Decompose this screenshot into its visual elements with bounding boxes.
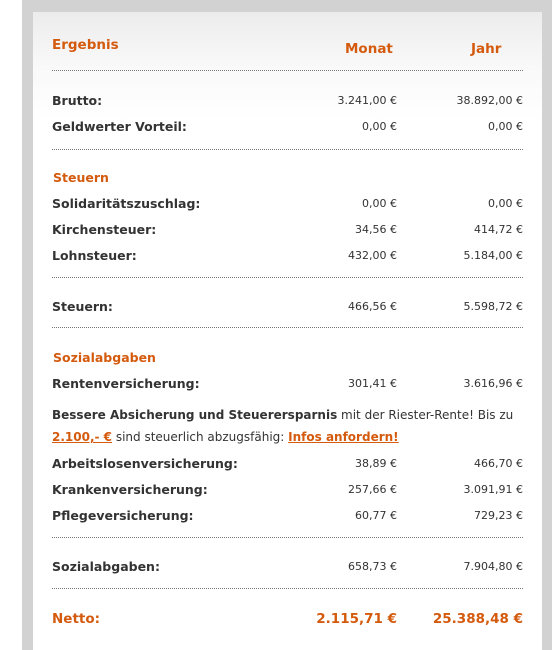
- row-label: Brutto:: [52, 93, 103, 108]
- row-label: Rentenversicherung:: [52, 376, 200, 391]
- row-month-value: 466,56 €: [348, 300, 397, 313]
- column-header-month: Monat: [345, 41, 393, 57]
- row-geldwerter-vorteil: [52, 119, 523, 139]
- row-label: Lohnsteuer:: [52, 248, 137, 263]
- row-month-value: 38,89 €: [355, 457, 397, 470]
- row-year-value: 729,23 €: [474, 509, 523, 522]
- row-year-value: 5.598,72 €: [463, 300, 523, 313]
- row-sozialabgaben-total: [52, 559, 523, 579]
- row-label: Arbeitslosenversicherung:: [52, 456, 238, 471]
- row-year-value: 7.904,80 €: [463, 560, 523, 573]
- divider: [52, 327, 523, 328]
- row-year-value: 3.616,96 €: [463, 377, 523, 390]
- row-solidaritaetszuschlag: [52, 196, 523, 216]
- amount-link[interactable]: 2.100,- €: [52, 430, 113, 444]
- divider: [52, 588, 523, 589]
- row-year-value: 466,70 €: [474, 457, 523, 470]
- section-title-steuern: Steuern: [53, 170, 109, 185]
- row-month-value: 60,77 €: [355, 509, 397, 522]
- row-label: Pflegeversicherung:: [52, 508, 194, 523]
- row-label: Geldwerter Vorteil:: [52, 119, 187, 134]
- row-month-value: 301,41 €: [348, 377, 397, 390]
- row-month-value: 0,00 €: [362, 197, 397, 210]
- infos-anfordern-link[interactable]: Infos anfordern!: [288, 430, 399, 444]
- row-year-value: 414,72 €: [474, 223, 523, 236]
- row-year-value: 38.892,00 €: [456, 94, 523, 107]
- riester-promo: [52, 404, 522, 448]
- row-arbeitslosenversicherung: [52, 456, 523, 476]
- row-month-value: 3.241,00 €: [337, 94, 397, 107]
- row-brutto: [52, 93, 523, 113]
- netto-year-value: 25.388,48 €: [432, 611, 523, 627]
- row-year-value: 0,00 €: [488, 120, 523, 133]
- row-month-value: 0,00 €: [362, 120, 397, 133]
- column-header-year: Jahr: [471, 41, 502, 57]
- promo-bold-text: Bessere Absicherung und Steuerersparnis: [52, 408, 338, 422]
- row-label: Sozialabgaben:: [52, 559, 160, 574]
- promo-text: mit der Riester-Rente! Bis zu: [337, 408, 514, 422]
- row-lohnsteuer: [52, 248, 523, 268]
- row-year-value: 5.184,00 €: [463, 249, 523, 262]
- row-label: Solidaritätszuschlag:: [52, 196, 201, 211]
- row-year-value: 0,00 €: [488, 197, 523, 210]
- section-title-sozialabgaben: Sozialabgaben: [53, 350, 156, 365]
- divider: [52, 277, 523, 278]
- row-month-value: 257,66 €: [348, 483, 397, 496]
- promo-text: sind steuerlich abzugsfähig:: [112, 430, 289, 444]
- row-year-value: 3.091,91 €: [463, 483, 523, 496]
- divider: [52, 537, 523, 538]
- row-month-value: 432,00 €: [348, 249, 397, 262]
- netto-month-value: 2.115,71 €: [316, 611, 397, 627]
- row-pflegeversicherung: [52, 508, 523, 528]
- row-rentenversicherung: [52, 376, 523, 396]
- row-steuern-total: [52, 299, 523, 319]
- divider: [52, 149, 523, 150]
- row-label: Krankenversicherung:: [52, 482, 208, 497]
- row-krankenversicherung: [52, 482, 523, 502]
- row-kirchensteuer: [52, 222, 523, 242]
- row-month-value: 658,73 €: [348, 560, 397, 573]
- divider: [52, 70, 523, 71]
- row-month-value: 34,56 €: [355, 223, 397, 236]
- result-title: Ergebnis: [52, 37, 119, 53]
- netto-label: Netto:: [52, 611, 101, 627]
- row-label: Steuern:: [52, 299, 113, 314]
- row-label: Kirchensteuer:: [52, 222, 157, 237]
